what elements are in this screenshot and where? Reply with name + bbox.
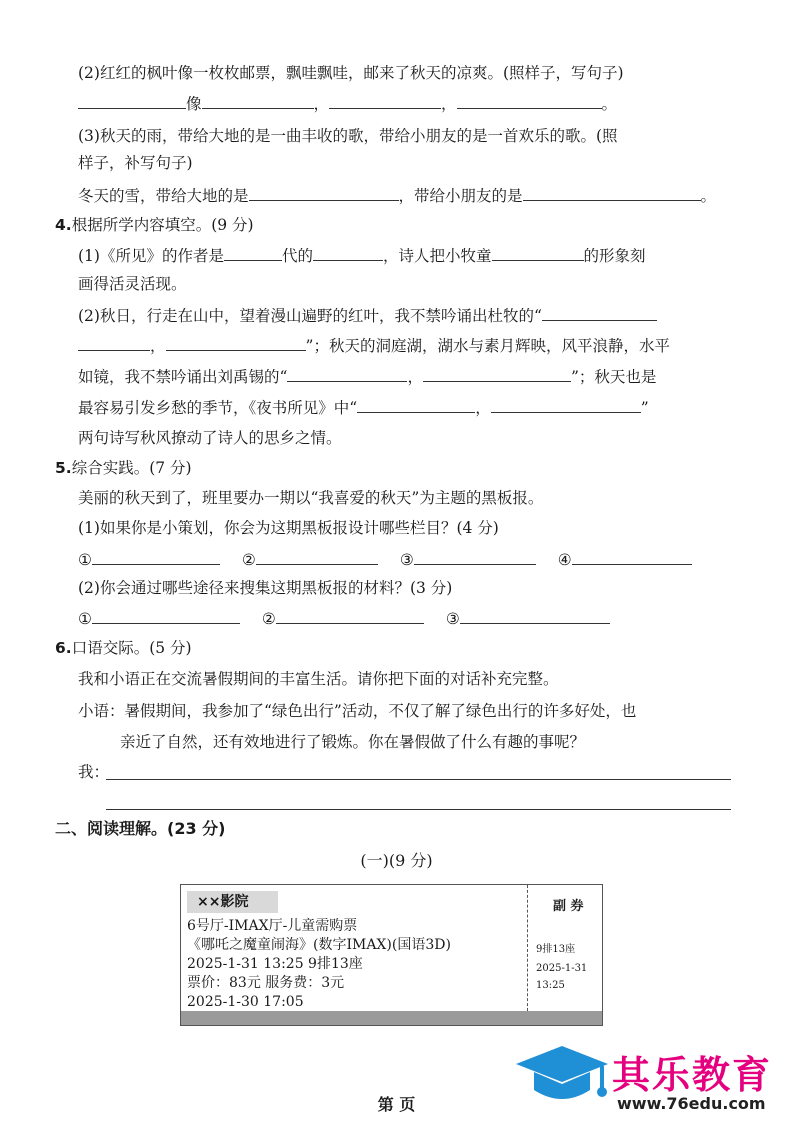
comma: ， (150, 337, 166, 355)
q4-item2-text: (2)秋日，行走在山中，望着漫山遍野的红叶，我不禁吟诵出杜牧的“ (78, 307, 542, 325)
answer-blank[interactable] (492, 244, 584, 261)
q5-title: 综合实践。(7 分) (71, 459, 192, 477)
q3-item3-text-a: (3)秋天的雨，带给大地的是一曲丰收的歌，带给小朋友的是一首欢乐的歌。(照 (78, 127, 618, 145)
answer-blank[interactable] (78, 92, 186, 109)
comma: ， (313, 95, 330, 113)
answer-blank[interactable] (166, 334, 306, 351)
answer-blank[interactable] (491, 396, 641, 413)
q5-intro: 美丽的秋天到了，班里要办一期以“我喜爱的秋天”为主题的黑板报。 (78, 489, 544, 507)
page-number: 第 页 (377, 1095, 416, 1114)
comma: ， (441, 95, 457, 113)
q3-item3-fill-a: 冬天的雪，带给大地的是 (78, 187, 249, 205)
answer-blank[interactable] (572, 548, 692, 565)
q6-xiaoyu-line-a: 小语：暑假期间，我参加了“绿色出行”活动，不仅了解了绿色出行的许多好处，也 (78, 702, 637, 720)
q4-item2-row-a (78, 304, 657, 327)
q4-heading (55, 214, 254, 236)
stub-time: 13:25 (536, 980, 565, 991)
answer-blank[interactable] (224, 244, 282, 261)
ticket-line-hall: 6号厅-IMAX厅-儿童需购票 (187, 918, 358, 934)
q5-item1: (1)如果你是小策划，你会为这期黑板报设计哪些栏目？(4 分) (78, 519, 499, 537)
answer-blank[interactable] (357, 396, 475, 413)
circle-num-3: ③ (399, 551, 414, 569)
q4-item2-text: ” (640, 399, 649, 417)
q3-item3-text-b: 样子，补写句子) (78, 154, 193, 172)
xiang-word: 像 (186, 95, 202, 113)
q4-item2-row-b (78, 334, 670, 357)
answer-blank[interactable] (276, 607, 424, 624)
period: 。 (601, 95, 618, 113)
q4-item2-text: ”；秋天的洞庭湖，湖水与素月辉映，风平浪静，水平 (305, 337, 670, 355)
answer-blank[interactable] (423, 365, 571, 382)
movie-ticket (180, 884, 603, 1026)
q3-item3-answer-row (78, 184, 716, 207)
answer-blank[interactable] (256, 548, 378, 565)
comma: ， (407, 368, 423, 386)
answer-blank[interactable] (523, 184, 701, 201)
q5-item2: (2)你会通过哪些途径来搜集这期黑板报的材料？(3 分) (78, 579, 453, 597)
answer-blank[interactable] (313, 244, 383, 261)
q4-item1-text: 的形象刻 (583, 247, 646, 265)
answer-blank[interactable] (542, 304, 657, 321)
q4-item1-text-e: 画得活灵活现。 (78, 275, 187, 293)
ticket-line-issued: 2025-1-30 17:05 (187, 994, 304, 1010)
circle-num-2: ② (261, 610, 276, 628)
answer-blank[interactable] (249, 184, 399, 201)
q5-item2-answers (78, 607, 610, 630)
q4-item2-text: ”；秋天也是 (570, 368, 657, 386)
answer-blank[interactable] (202, 92, 314, 109)
q4-item1-text: 代的 (281, 247, 313, 265)
q5-item1-answers (78, 548, 692, 571)
q6-number: 6. (55, 639, 72, 657)
answer-blank[interactable] (287, 365, 407, 382)
q3-item3-fill-b: ，带给小朋友的是 (398, 187, 523, 205)
q4-item1-row (78, 244, 646, 267)
q4-item2-row-d (78, 396, 649, 419)
answer-blank[interactable] (78, 334, 150, 351)
stub-date: 2025-1-31 (536, 963, 588, 974)
circle-num-3: ③ (445, 610, 460, 628)
answer-blank[interactable] (414, 548, 536, 565)
section2-part1-title: (一)(9 分) (360, 851, 433, 870)
ticket-line-price: 票价：83元 服务费：3元 (187, 975, 345, 991)
cinema-name: ××影院 (187, 891, 278, 913)
circle-num-1: ① (78, 551, 92, 569)
ticket-line-showtime: 2025-1-31 13:25 9排13座 (187, 956, 363, 972)
answer-blank[interactable] (329, 92, 441, 109)
q4-item2-text: 最容易引发乡愁的季节，《夜书所见》中“ (78, 399, 358, 417)
answer-line[interactable] (106, 809, 731, 810)
ticket-bottom-bar (181, 1011, 602, 1025)
q4-title: 根据所学内容填空。(9 分) (71, 216, 254, 234)
q6-heading (55, 637, 192, 659)
circle-num-4: ④ (557, 551, 572, 569)
q6-intro: 我和小语正在交流暑假期间的丰富生活。请你把下面的对话补充完整。 (78, 670, 559, 688)
brand-url: www.76edu.com (617, 1094, 766, 1113)
q6-title: 口语交际。(5 分) (71, 639, 192, 657)
stub-seat: 9排13座 (536, 944, 576, 955)
q3-item2-answer-row (78, 92, 617, 115)
perforation-line (527, 885, 528, 1011)
ticket-line-film: 《哪吒之魔童闹海》(数字IMAX)(国语3D) (187, 937, 451, 953)
q4-number: 4. (55, 216, 72, 234)
q4-item2-row-c (78, 365, 656, 388)
answer-blank[interactable] (457, 92, 602, 109)
q4-item1-text: ，诗人把小牧童 (382, 247, 492, 265)
brand-name: 其乐教育 (612, 1053, 773, 1097)
answer-blank[interactable] (460, 607, 610, 624)
period: 。 (700, 187, 717, 205)
q4-item2-text-g: 两句诗写秋风撩动了诗人的思乡之情。 (78, 429, 342, 447)
answer-blank[interactable] (92, 548, 220, 565)
q6-xiaoyu-line-b: 亲近了自然，还有效地进行了锻炼。你在暑假做了什么有趣的事呢？ (120, 733, 586, 751)
answer-line[interactable] (106, 779, 731, 780)
comma: ， (475, 399, 491, 417)
q4-item1-text: (1)《所见》的作者是 (78, 247, 224, 265)
q4-item2-text: 如镜，我不禁吟诵出刘禹锡的“ (78, 368, 288, 386)
answer-blank[interactable] (92, 607, 240, 624)
circle-num-2: ② (241, 551, 256, 569)
stub-title: 副 券 (553, 899, 584, 914)
q3-item2-text: (2)红红的枫叶像一枚枚邮票，飘哇飘哇，邮来了秋天的凉爽。(照样子，写句子) (78, 64, 624, 82)
q5-heading (55, 457, 192, 479)
section2-title: 二、阅读理解。(23 分) (55, 819, 226, 838)
circle-num-1: ① (78, 610, 92, 628)
q6-me-label: 我： (78, 763, 110, 781)
q5-number: 5. (55, 459, 72, 477)
